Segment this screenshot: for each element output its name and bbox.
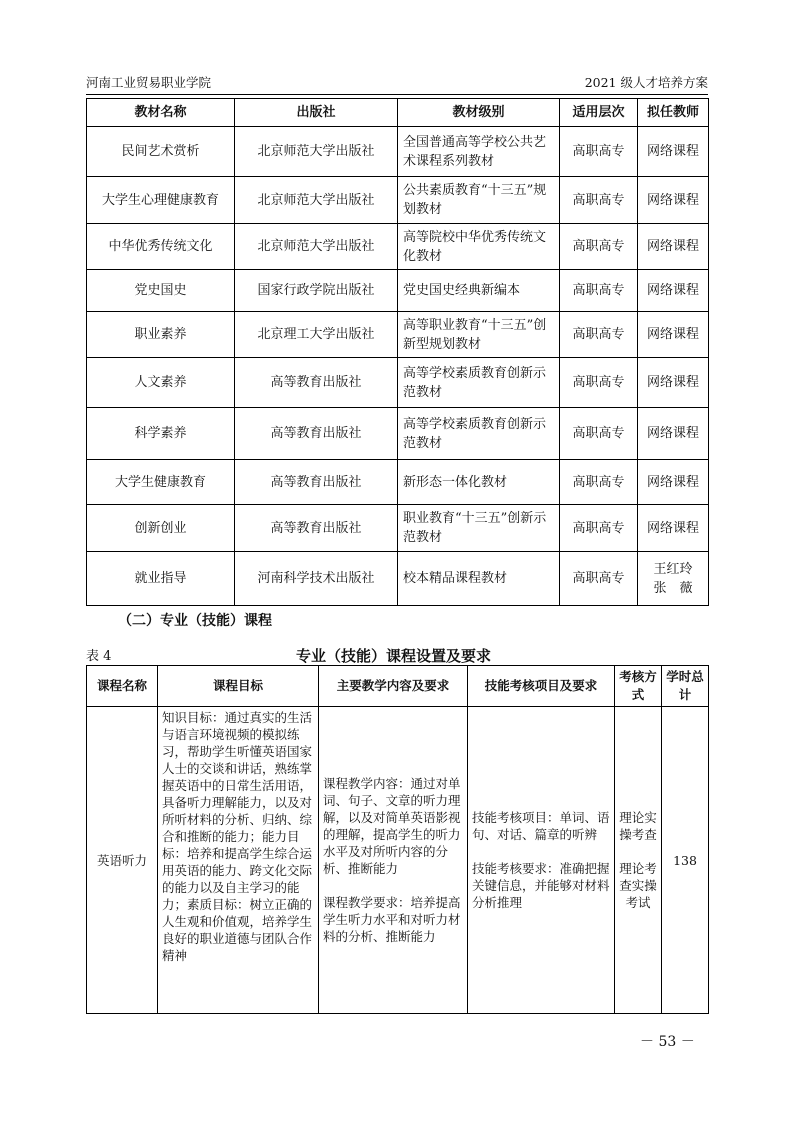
course-name: 英语听力 — [87, 707, 158, 1014]
textbook-publisher: 高等教育出版社 — [235, 460, 398, 505]
textbook-teacher: 网络课程 — [638, 408, 709, 460]
course-hours: 138 — [662, 707, 709, 1014]
textbook-level: 职业教育“十三五”创新示范教材 — [398, 505, 560, 552]
textbook-teacher: 网络课程 — [638, 505, 709, 552]
textbook-publisher: 北京理工大学出版社 — [235, 312, 398, 358]
course-col-goals: 课程目标 — [158, 666, 319, 707]
textbook-name: 创新创业 — [87, 505, 235, 552]
textbook-publisher: 高等教育出版社 — [235, 408, 398, 460]
section-title: （二）专业（技能）课程 — [118, 613, 272, 629]
textbook-scope: 高职高专 — [560, 460, 638, 505]
textbook-publisher: 河南科学技术出版社 — [235, 552, 398, 606]
textbook-name: 大学生健康教育 — [87, 460, 235, 505]
textbook-level: 高等学校素质教育创新示范教材 — [398, 408, 560, 460]
page-number: － 53 － — [640, 1034, 695, 1050]
textbook-col-level: 教材级别 — [398, 99, 560, 127]
textbook-name: 中华优秀传统文化 — [87, 224, 235, 270]
textbook-scope: 高职高专 — [560, 270, 638, 312]
table-row — [87, 552, 709, 606]
textbook-level: 校本精品课程教材 — [398, 552, 560, 606]
textbook-publisher: 国家行政学院出版社 — [235, 270, 398, 312]
table-row — [87, 127, 709, 177]
textbook-publisher: 北京师范大学出版社 — [235, 224, 398, 270]
textbook-scope: 高职高专 — [560, 408, 638, 460]
table-row — [87, 707, 709, 1014]
textbook-publisher: 北京师范大学出版社 — [235, 177, 398, 224]
textbook-level: 全国普通高等学校公共艺术课程系列教材 — [398, 127, 560, 177]
textbook-col-publisher: 出版社 — [235, 99, 398, 127]
table-row — [87, 460, 709, 505]
course-col-assessment: 考核方式 — [615, 666, 662, 707]
course-col-content: 主要教学内容及要求 — [319, 666, 468, 707]
table-row — [87, 224, 709, 270]
textbook-teacher: 网络课程 — [638, 177, 709, 224]
header-institution: 河南工业贸易职业学院 — [86, 75, 212, 90]
textbook-scope: 高职高专 — [560, 224, 638, 270]
table-caption-title: 专业（技能）课程设置及要求 — [296, 647, 492, 665]
textbook-teacher: 网络课程 — [638, 127, 709, 177]
textbook-publisher: 高等教育出版社 — [235, 358, 398, 408]
table-row — [87, 312, 709, 358]
textbook-level: 高等院校中华优秀传统文化教材 — [398, 224, 560, 270]
header-rule — [86, 94, 708, 95]
textbook-teacher: 网络课程 — [638, 270, 709, 312]
course-skills-cell — [468, 707, 615, 1014]
course-goals: 知识目标：通过真实的生活与语言环境视频的模拟练习，帮助学生听懂英语国家人士的交谈和讲话，熟练掌握英语中的日常生活用语，具备听力理解能力，以及对所听材料的分析、归纳、综合和推断的能力；能力目标：培养和提高学生综合运用英语的能力、跨文化交际的能力以及自主学习的能力；素质目标：树立正确的人生观和价值观，培养学生良好的职业道德与团队合作精神 — [158, 707, 319, 1014]
textbook-name: 人文素养 — [87, 358, 235, 408]
textbook-scope: 高职高专 — [560, 358, 638, 408]
textbook-level: 高等学校素质教育创新示范教材 — [398, 358, 560, 408]
textbook-level: 公共素质教育“十三五”规划教材 — [398, 177, 560, 224]
page-header — [86, 74, 708, 94]
course-assessment-cell — [615, 707, 662, 1014]
textbook-col-teacher: 拟任教师 — [638, 99, 709, 127]
textbook-teacher: 网络课程 — [638, 460, 709, 505]
table-row — [87, 177, 709, 224]
textbook-name: 大学生心理健康教育 — [87, 177, 235, 224]
textbook-col-name: 教材名称 — [87, 99, 235, 127]
skill-requirements: 技能考核要求：准确把握关键信息，并能够对材料分析推理 — [472, 861, 610, 910]
table-row — [87, 505, 709, 552]
textbook-table-header — [87, 99, 709, 127]
textbook-name: 就业指导 — [87, 552, 235, 606]
textbook-level: 高等职业教育“十三五”创新型规划教材 — [398, 312, 560, 358]
course-content: 课程教学内容：通过对单词、句子、文章的听力理解，以及对简单英语影视的理解，提高学生的听力水平及对所听内容的分析、推断能力 — [323, 776, 461, 876]
textbook-teacher: 网络课程 — [638, 358, 709, 408]
textbook-table — [86, 98, 709, 606]
textbook-name: 科学素养 — [87, 408, 235, 460]
skill-items: 技能考核项目：单词、语句、对话、篇章的听辨 — [472, 810, 610, 842]
textbook-scope: 高职高专 — [560, 505, 638, 552]
textbook-scope: 高职高专 — [560, 127, 638, 177]
course-requirements: 课程教学要求：培养提高学生听力水平和对听力材料的分析、推断能力 — [323, 895, 461, 944]
table-caption-label: 表 4 — [86, 649, 112, 664]
course-table — [86, 665, 709, 1014]
header-plan-title: 2021 级人才培养方案 — [584, 75, 708, 90]
textbook-publisher: 高等教育出版社 — [235, 505, 398, 552]
textbook-scope: 高职高专 — [560, 552, 638, 606]
table-row — [87, 358, 709, 408]
assessment-1: 理论实操考查 — [619, 810, 657, 842]
textbook-publisher: 北京师范大学出版社 — [235, 127, 398, 177]
table-row — [87, 270, 709, 312]
table-row — [87, 408, 709, 460]
course-col-hours: 学时总计 — [662, 666, 709, 707]
textbook-col-scope: 适用层次 — [560, 99, 638, 127]
textbook-teacher: 王红玲 张 薇 — [638, 552, 709, 606]
course-col-name: 课程名称 — [87, 666, 158, 707]
course-col-skills: 技能考核项目及要求 — [468, 666, 615, 707]
course-table-header — [87, 666, 709, 707]
textbook-name: 民间艺术赏析 — [87, 127, 235, 177]
textbook-scope: 高职高专 — [560, 312, 638, 358]
textbook-level: 新形态一体化教材 — [398, 460, 560, 505]
textbook-teacher: 网络课程 — [638, 224, 709, 270]
textbook-name: 职业素养 — [87, 312, 235, 358]
textbook-scope: 高职高专 — [560, 177, 638, 224]
assessment-2: 理论考查实操考试 — [619, 861, 657, 910]
course-content-cell — [319, 707, 468, 1014]
textbook-name: 党史国史 — [87, 270, 235, 312]
textbook-teacher: 网络课程 — [638, 312, 709, 358]
textbook-level: 党史国史经典新编本 — [398, 270, 560, 312]
